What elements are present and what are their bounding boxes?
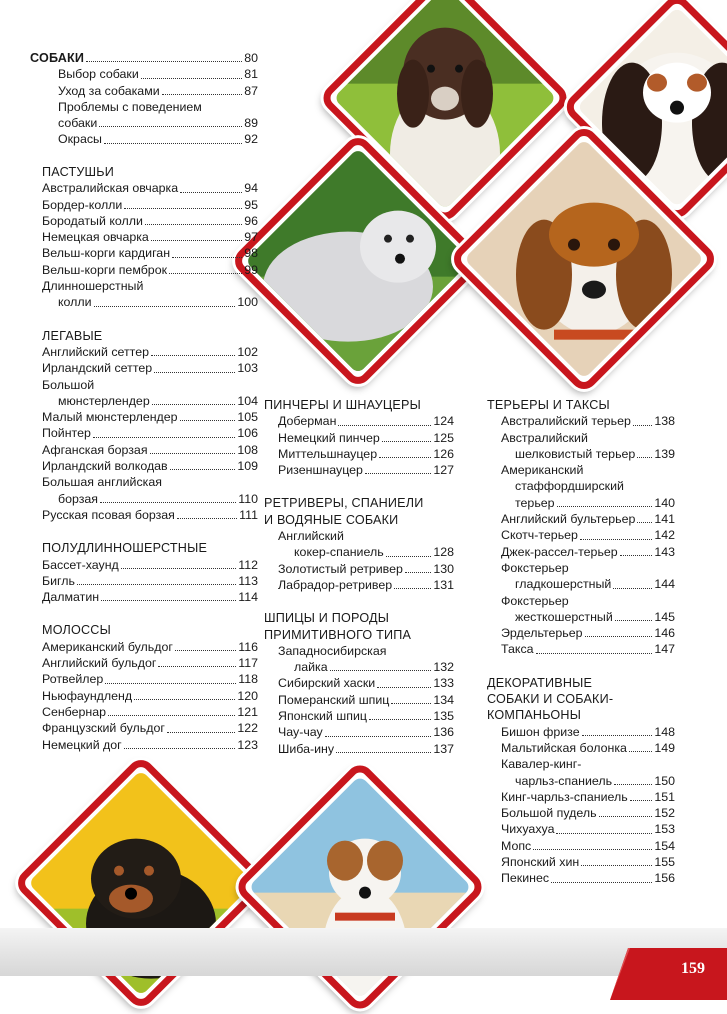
toc-entry[interactable]: Афганская борзая 108 (42, 442, 258, 457)
page-ref: 80 (244, 51, 258, 65)
toc-entry[interactable]: Большая английская борзая 110 (42, 475, 258, 506)
toc-entry[interactable]: Бишон фризе 148 (501, 724, 675, 739)
toc-column-2 (264, 397, 454, 757)
toc-entry[interactable]: Австралийская овчарка 94 (42, 181, 258, 196)
toc-entry[interactable]: Кавалер-кинг- чарльз-спаниель 150 (501, 757, 675, 788)
toc-entry[interactable]: Кинг-чарльз-спаниель 151 (501, 789, 675, 804)
section-title-line2: И ВОДЯНЫЕ СОБАКИ (264, 512, 399, 527)
toc-column-3 (487, 397, 675, 887)
section-title: ПОЛУДЛИННОШЕРСТНЫЕ (42, 541, 208, 556)
toc-entry[interactable]: Ньюфаундленд 120 (42, 688, 258, 703)
toc-entry[interactable]: Уход за собаками 87 (58, 83, 258, 98)
toc-entry[interactable]: Французский бульдог 122 (42, 721, 258, 736)
section-title: РЕТРИВЕРЫ, СПАНИЕЛИ (264, 496, 424, 511)
toc-column-1 (30, 50, 258, 148)
toc-entry[interactable]: Лабрадор-ретривер 131 (278, 577, 454, 592)
toc-entry[interactable]: Такса 147 (501, 642, 675, 657)
toc-entry[interactable]: Ризеншнауцер 127 (278, 463, 454, 478)
toc-entry[interactable]: Золотистый ретривер 130 (278, 561, 454, 576)
toc-entry[interactable]: Мальтийская болонка 149 (501, 740, 675, 755)
toc-entry[interactable]: Немецкий пинчер 125 (278, 430, 454, 445)
toc-entry[interactable]: Японский шпиц 135 (278, 709, 454, 724)
section-title: ПАСТУШЬИ (42, 165, 115, 179)
toc-entry[interactable]: Ирландский сеттер 103 (42, 361, 258, 376)
toc-entry[interactable]: Английский сеттер 102 (42, 344, 258, 359)
section-title: ПИНЧЕРЫ И ШНАУЦЕРЫ (264, 398, 421, 412)
toc-entry[interactable]: Австралийский шелковистый терьер 139 (501, 430, 675, 461)
toc-entry[interactable]: Сенбернар 121 (42, 704, 258, 719)
page-number-tab (610, 948, 727, 1000)
toc-entry[interactable]: Окрасы 92 (58, 132, 258, 147)
section-title: ТЕРЬЕРЫ И ТАКСЫ (487, 398, 610, 412)
toc-entry[interactable]: Скотч-терьер 142 (501, 528, 675, 543)
section-title: ШПИЦЫ И ПОРОДЫ (264, 611, 390, 626)
toc-entry[interactable]: Большой пудель 152 (501, 806, 675, 821)
toc-entry[interactable]: Фокстерьер жесткошерстный 145 (501, 593, 675, 624)
section-title-line3: КОМПАНЬОНЫ (487, 708, 582, 723)
section-title: ДЕКОРАТИВНЫЕ (487, 675, 593, 690)
toc-entry[interactable]: Джек-рассел-терьер 143 (501, 544, 675, 559)
toc-entry[interactable]: Эрдельтерьер 146 (501, 626, 675, 641)
toc-entry[interactable]: Немецкая овчарка 97 (42, 230, 258, 245)
toc-entry[interactable]: Западносибирская лайка 132 (278, 643, 454, 675)
toc-entry[interactable]: Пекинес 156 (501, 871, 675, 886)
toc-entry[interactable]: Шиба-ину 137 (278, 741, 454, 756)
toc-entry[interactable]: Английский бульдог 117 (42, 656, 258, 671)
toc-entry[interactable]: Английский бультерьер 141 (501, 512, 675, 527)
toc-entry[interactable]: Мопс 154 (501, 838, 675, 853)
toc-entry[interactable]: Японский хин 155 (501, 855, 675, 870)
toc-entry[interactable]: Ротвейлер 118 (42, 672, 258, 687)
section-title-line2: ПРИМИТИВНОГО ТИПА (264, 627, 412, 642)
toc-entry[interactable]: Немецкий дог 123 (42, 737, 258, 752)
toc-entry[interactable]: Чау-чау 136 (278, 725, 454, 740)
page-number: 159 (681, 960, 705, 977)
toc-entry[interactable]: Большой мюнстерлендер 104 (42, 377, 258, 408)
toc-entry[interactable]: Выбор собаки 81 (58, 67, 258, 82)
toc-entry[interactable]: Русская псовая борзая 111 (42, 507, 258, 522)
section-title-line2: СОБАКИ И СОБАКИ- (487, 692, 614, 707)
toc-entry[interactable]: Ирландский волкодав 109 (42, 459, 258, 474)
toc-column-1-part2 (42, 164, 258, 753)
toc-entry[interactable]: Английский кокер-спаниель 128 (278, 529, 454, 560)
toc-entry[interactable]: Бордер-колли 95 (42, 197, 258, 212)
toc-entry[interactable]: Австралийский терьер 138 (501, 414, 675, 429)
toc-entry[interactable]: Померанский шпиц 134 (278, 692, 454, 707)
toc-entry[interactable]: Сибирский хаски 133 (278, 676, 454, 691)
section-title: ЛЕГАВЫЕ (42, 328, 103, 343)
toc-entry[interactable]: Вельш-корги пемброк 99 (42, 262, 258, 277)
toc-entry[interactable]: Длинношерстный колли 100 (42, 279, 258, 310)
toc-entry[interactable]: Миттельшнауцер 126 (278, 446, 454, 461)
toc-entry[interactable]: Чихуахуа 153 (501, 822, 675, 837)
toc-entry[interactable]: Вельш-корги кардиган 98 (42, 246, 258, 261)
section-title: СОБАКИ (30, 51, 85, 65)
toc-entry[interactable]: Пойнтер 106 (42, 426, 258, 441)
toc-entry[interactable]: Бассет-хаунд 112 (42, 557, 258, 572)
toc-section-sobaki[interactable] (30, 50, 258, 66)
toc-entry[interactable]: Бигль 113 (42, 573, 258, 588)
toc-entry[interactable]: Доберман 124 (278, 414, 454, 429)
toc-entry[interactable]: Малый мюнстерлендер 105 (42, 410, 258, 425)
section-title: МОЛОССЫ (42, 623, 111, 638)
toc-entry[interactable]: Американский стаффордширский терьер 140 (501, 463, 675, 510)
footer-band (0, 928, 727, 976)
toc-entry[interactable]: Проблемы с поведением собаки 89 (58, 99, 258, 131)
toc-entry[interactable]: Бородатый колли 96 (42, 213, 258, 228)
toc-entry[interactable]: Фокстерьер гладкошерстный 144 (501, 560, 675, 592)
toc-entry[interactable]: Далматин 114 (42, 590, 258, 605)
toc-entry[interactable]: Американский бульдог 116 (42, 639, 258, 654)
